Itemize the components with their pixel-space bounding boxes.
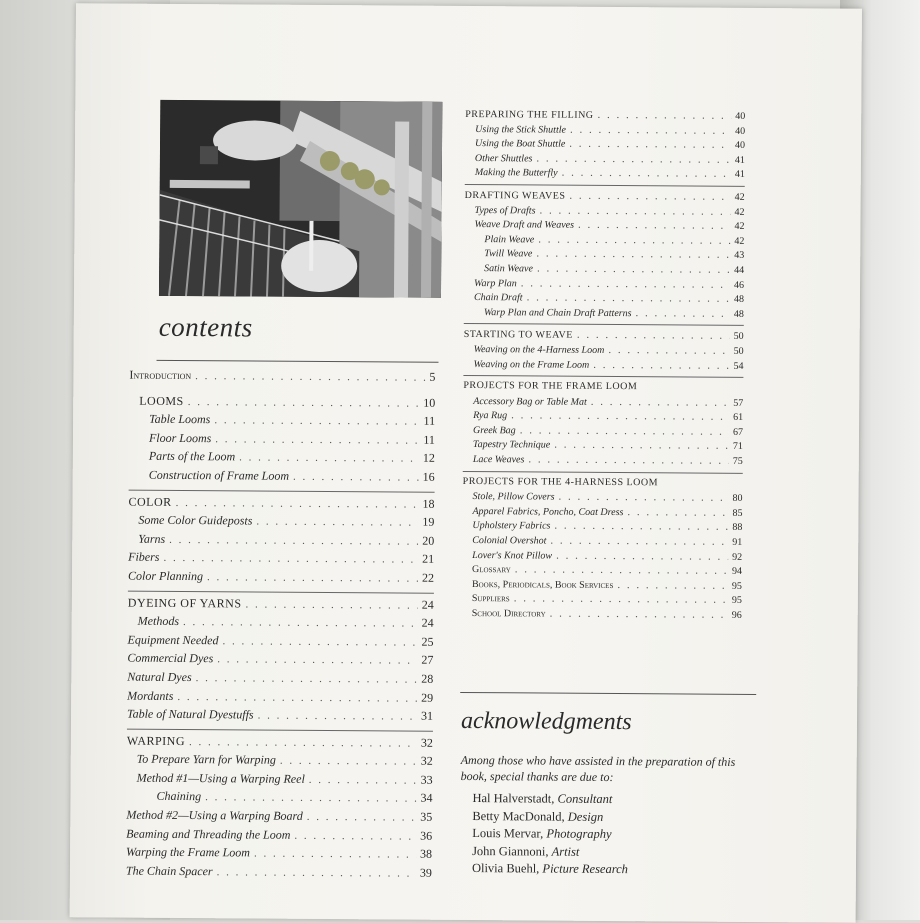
toc-entry-title: DYEING OF YARNS bbox=[127, 595, 242, 610]
toc-entry-title: Beaming and Threading the Loom bbox=[126, 826, 291, 842]
toc-entry-page: 18 bbox=[422, 496, 435, 511]
toc-entry-title: PROJECTS FOR THE FRAME LOOM bbox=[463, 380, 638, 393]
toc-entry bbox=[127, 688, 433, 709]
toc-entry-page: 25 bbox=[421, 634, 434, 649]
toc-entry-title: Table of Natural Dyestuffs bbox=[127, 706, 254, 722]
toc-leader-dots bbox=[189, 736, 417, 750]
toc-entry-page: 95 bbox=[731, 595, 742, 607]
toc-leader-dots bbox=[254, 848, 416, 861]
toc-entry-page: 91 bbox=[732, 536, 743, 548]
toc-entry-title: Fibers bbox=[128, 549, 160, 565]
toc-entry bbox=[465, 166, 745, 183]
toc-entry-title: PROJECTS FOR THE 4-HARNESS LOOM bbox=[462, 475, 659, 488]
toc-leader-dots bbox=[183, 616, 418, 630]
toc-entry-page: 38 bbox=[420, 846, 433, 862]
toc-entry-page: 32 bbox=[420, 735, 433, 750]
toc-entry-title: Twill Weave bbox=[484, 248, 533, 260]
toc-entry-page: 28 bbox=[421, 671, 434, 686]
toc-entry bbox=[463, 375, 743, 397]
toc-entry-title: Tapestry Technique bbox=[472, 439, 551, 452]
toc-entry-page: 40 bbox=[735, 125, 746, 137]
toc-entry-page: 85 bbox=[732, 507, 743, 519]
toc-entry bbox=[462, 607, 742, 624]
toc-leader-dots bbox=[177, 690, 417, 704]
toc-entry-page: 94 bbox=[732, 566, 743, 578]
toc-entry-page: 24 bbox=[421, 615, 434, 630]
toc-entry-page: 31 bbox=[420, 708, 434, 723]
toc-leader-dots bbox=[591, 396, 730, 409]
toc-entry-title: Parts of the Loom bbox=[148, 449, 236, 464]
toc-entry-title: Natural Dyes bbox=[127, 669, 192, 684]
toc-entry-page: 42 bbox=[734, 191, 745, 203]
toc-entry-page: 27 bbox=[421, 652, 434, 668]
toc-entry-page: 16 bbox=[422, 469, 435, 484]
toc-entry-title: Glossary bbox=[472, 564, 511, 576]
toc-entry bbox=[127, 670, 433, 691]
toc-leader-dots bbox=[239, 452, 419, 465]
toc-leader-dots bbox=[636, 307, 730, 320]
toc-entry-page: 35 bbox=[420, 809, 433, 824]
toc-entry bbox=[463, 357, 743, 374]
toc-entry-page: 39 bbox=[419, 865, 432, 880]
toc-entry-page: 80 bbox=[732, 493, 743, 505]
toc-entry-page: 54 bbox=[733, 360, 744, 372]
toc-leader-dots bbox=[550, 535, 728, 548]
toc-entry bbox=[126, 845, 432, 866]
toc-leader-dots bbox=[536, 248, 730, 261]
toc-leader-dots bbox=[217, 654, 417, 667]
toc-entry bbox=[129, 449, 435, 470]
toc-entry-title: School Directory bbox=[471, 608, 546, 620]
toc-leader-dots bbox=[169, 534, 418, 548]
toc-entry-page: 40 bbox=[735, 110, 746, 122]
acknowledgment-entry bbox=[472, 843, 628, 862]
toc-entry-page: 42 bbox=[734, 235, 745, 247]
acknowledgments-heading: acknowledgments bbox=[460, 707, 632, 736]
toc-entry-page: 29 bbox=[421, 690, 434, 705]
acknowledgment-entry bbox=[472, 860, 628, 879]
toc-entry bbox=[127, 728, 433, 754]
toc-leader-dots bbox=[538, 233, 730, 246]
toc-entry bbox=[127, 651, 433, 672]
toc-entry-title: Introduction bbox=[129, 367, 192, 383]
toc-entry-title: Color Planning bbox=[127, 568, 204, 584]
toc-entry-title: Some Color Guideposts bbox=[138, 512, 253, 528]
toc-entry-title: Suppliers bbox=[471, 593, 510, 605]
toc-leader-dots bbox=[195, 370, 425, 384]
toc-entry bbox=[129, 468, 435, 489]
toc-leader-dots bbox=[558, 491, 728, 504]
toc-entry-page: 12 bbox=[422, 451, 435, 466]
toc-entry-page: 95 bbox=[731, 580, 742, 592]
toc-entry-title: Plain Weave bbox=[484, 233, 535, 246]
acknowledgment-entry bbox=[472, 790, 628, 809]
toc-leader-dots bbox=[293, 471, 419, 484]
toc-entry bbox=[128, 531, 434, 552]
toc-entry bbox=[128, 614, 434, 635]
toc-entry-title: Yarns bbox=[138, 531, 166, 546]
toc-entry-title: Using the Boat Shuttle bbox=[475, 138, 566, 150]
toc-entry-title: To Prepare Yarn for Warping bbox=[136, 751, 276, 767]
toc-leader-dots bbox=[205, 792, 416, 805]
acknowledgments-rule bbox=[460, 692, 756, 695]
acknowledgment-role: Photography bbox=[546, 826, 612, 842]
toc-entry-page: 33 bbox=[420, 772, 433, 787]
toc-entry-title: Chain Draft bbox=[473, 292, 523, 304]
toc-entry bbox=[463, 453, 743, 470]
toc-entry-page: 44 bbox=[734, 264, 745, 276]
toc-entry bbox=[126, 863, 432, 884]
toc-entry-page: 11 bbox=[423, 432, 436, 447]
contents-rule bbox=[157, 360, 439, 363]
toc-entry-title: Making the Butterfly bbox=[474, 167, 558, 179]
toc-leader-dots bbox=[554, 520, 728, 533]
toc-entry-title: LOOMS bbox=[139, 393, 184, 408]
toc-leader-dots bbox=[309, 774, 417, 787]
toc-entry bbox=[465, 184, 745, 206]
acknowledgment-name: Hal Halverstadt, bbox=[472, 791, 558, 806]
toc-entry-title: Warp Plan bbox=[474, 277, 517, 289]
toc-left-column bbox=[126, 368, 436, 885]
toc-entry-title: Construction of Frame Loom bbox=[148, 467, 290, 483]
toc-entry-title: WARPING bbox=[126, 733, 186, 748]
toc-right-column bbox=[462, 108, 746, 624]
toc-entry-title: Types of Drafts bbox=[474, 204, 536, 217]
toc-entry-page: 41 bbox=[734, 154, 745, 166]
toc-leader-dots bbox=[207, 571, 418, 584]
toc-entry-page: 71 bbox=[732, 441, 743, 453]
loom-photo-illustration bbox=[159, 100, 442, 298]
toc-entry bbox=[127, 632, 433, 653]
toc-entry bbox=[128, 513, 434, 534]
book-page bbox=[70, 3, 862, 922]
toc-leader-dots bbox=[537, 262, 730, 275]
toc-entry-page: 50 bbox=[733, 345, 744, 357]
acknowledgment-name: John Giannoni, bbox=[472, 843, 552, 859]
toc-entry bbox=[129, 368, 435, 389]
acknowledgment-role: Picture Research bbox=[542, 861, 629, 877]
toc-entry-title: Upholstery Fabrics bbox=[472, 520, 551, 533]
toc-entry bbox=[129, 393, 435, 414]
toc-entry-page: 75 bbox=[732, 455, 743, 467]
toc-entry-title: Mordants bbox=[127, 688, 174, 703]
toc-entry-title: PREPARING THE FILLING bbox=[465, 108, 594, 121]
toc-entry-title: Warping the Frame Loom bbox=[126, 844, 251, 860]
toc-entry-title: Chaining bbox=[156, 789, 202, 804]
toc-entry bbox=[463, 471, 743, 493]
toc-entry-page: 61 bbox=[733, 412, 744, 424]
toc-entry-title: Books, Periodicals, Book Services bbox=[471, 578, 614, 591]
toc-leader-dots bbox=[176, 497, 419, 511]
toc-entry bbox=[126, 789, 432, 810]
toc-entry bbox=[464, 306, 744, 323]
toc-entry-page: 57 bbox=[733, 397, 744, 409]
toc-entry-page: 36 bbox=[420, 828, 433, 843]
acknowledgments-list bbox=[472, 790, 629, 879]
toc-leader-dots bbox=[280, 755, 417, 768]
toc-leader-dots bbox=[511, 410, 729, 424]
toc-entry-title: Equipment Needed bbox=[127, 632, 219, 647]
toc-leader-dots bbox=[256, 516, 418, 529]
toc-entry-title: Method #2—Using a Warping Board bbox=[126, 807, 303, 823]
toc-entry-page: 48 bbox=[733, 293, 744, 306]
toc-entry-page: 24 bbox=[421, 597, 434, 612]
toc-leader-dots bbox=[196, 672, 418, 686]
toc-entry-page: 42 bbox=[734, 206, 745, 218]
toc-entry-title: Warp Plan and Chain Draft Patterns bbox=[483, 306, 632, 319]
toc-leader-dots bbox=[163, 552, 418, 566]
toc-leader-dots bbox=[307, 811, 417, 824]
acknowledgment-role: Design bbox=[567, 809, 604, 824]
toc-entry-page: 46 bbox=[734, 279, 745, 291]
toc-entry bbox=[128, 489, 434, 515]
toc-leader-dots bbox=[223, 635, 418, 648]
acknowledgment-name: Betty MacDonald, bbox=[472, 808, 568, 824]
contents-heading: contents bbox=[158, 311, 253, 343]
toc-entry bbox=[129, 430, 435, 451]
toc-leader-dots bbox=[188, 396, 420, 410]
toc-leader-dots bbox=[521, 277, 730, 290]
toc-leader-dots bbox=[550, 608, 728, 621]
toc-leader-dots bbox=[597, 109, 731, 122]
toc-entry-title: Accessory Bag or Table Mat bbox=[473, 395, 587, 408]
toc-entry-title: Colonial Overshot bbox=[472, 535, 547, 547]
toc-leader-dots bbox=[536, 152, 731, 165]
toc-leader-dots bbox=[562, 167, 731, 180]
toc-leader-dots bbox=[554, 439, 729, 452]
toc-entry-title: COLOR bbox=[128, 494, 172, 509]
toc-entry-page: 43 bbox=[734, 250, 745, 262]
toc-entry bbox=[126, 826, 432, 847]
toc-entry bbox=[126, 808, 432, 829]
toc-entry-page: 88 bbox=[732, 522, 743, 534]
toc-entry-page: 5 bbox=[429, 369, 436, 384]
toc-entry-title: Stole, Pillow Covers bbox=[472, 491, 555, 503]
toc-leader-dots bbox=[617, 579, 728, 592]
toc-entry-title: Lace Weaves bbox=[472, 454, 525, 466]
toc-entry-title: Lover's Knot Pillow bbox=[472, 549, 553, 562]
toc-leader-dots bbox=[528, 453, 729, 466]
toc-entry-page: 10 bbox=[423, 395, 436, 410]
toc-leader-dots bbox=[556, 549, 728, 562]
toc-entry-page: 48 bbox=[733, 308, 744, 320]
toc-entry-title: Weave Draft and Weaves bbox=[474, 219, 575, 231]
toc-leader-dots bbox=[569, 190, 730, 203]
toc-entry bbox=[464, 323, 744, 345]
toc-entry-title: Floor Looms bbox=[148, 430, 212, 445]
toc-entry-page: 21 bbox=[422, 552, 435, 567]
toc-entry-title: STARTING TO WEAVE bbox=[463, 329, 573, 342]
toc-leader-dots bbox=[217, 866, 416, 879]
toc-entry-title: Using the Stick Shuttle bbox=[475, 123, 567, 136]
toc-entry-page: 34 bbox=[420, 791, 433, 806]
toc-entry-page: 67 bbox=[732, 426, 744, 438]
toc-entry-title: Rya Rug bbox=[473, 410, 508, 422]
toc-entry-title: Methods bbox=[137, 613, 180, 629]
toc-leader-dots bbox=[527, 292, 730, 305]
toc-entry bbox=[127, 771, 433, 792]
acknowledgment-name: Louis Mervar, bbox=[472, 826, 547, 841]
acknowledgment-entry bbox=[472, 808, 628, 827]
toc-entry bbox=[128, 550, 434, 571]
toc-leader-dots bbox=[215, 433, 419, 446]
toc-entry-title: DRAFTING WEAVES bbox=[464, 189, 566, 202]
toc-entry-title: Apparel Fabrics, Poncho, Coat Dress bbox=[472, 505, 624, 518]
toc-leader-dots bbox=[514, 593, 728, 606]
toc-entry-page: 22 bbox=[421, 570, 435, 585]
toc-entry-title: The Chain Spacer bbox=[125, 863, 213, 879]
acknowledgment-role: Consultant bbox=[557, 791, 613, 807]
toc-entry-title: Table Looms bbox=[149, 411, 211, 427]
toc-leader-dots bbox=[570, 123, 731, 136]
toc-entry bbox=[129, 412, 435, 433]
toc-leader-dots bbox=[520, 424, 729, 437]
toc-entry-page: 92 bbox=[732, 551, 743, 563]
toc-entry-page: 19 bbox=[422, 514, 435, 529]
toc-leader-dots bbox=[627, 506, 728, 519]
toc-entry-title: Weaving on the 4-Harness Loom bbox=[473, 343, 605, 356]
toc-leader-dots bbox=[608, 344, 729, 357]
toc-entry-page: 42 bbox=[734, 221, 745, 233]
toc-leader-dots bbox=[578, 219, 731, 232]
toc-leader-dots bbox=[294, 829, 416, 842]
acknowledgment-name: Olivia Buehl, bbox=[471, 861, 543, 876]
toc-entry bbox=[127, 707, 433, 728]
toc-entry-page: 50 bbox=[733, 331, 744, 343]
toc-leader-dots bbox=[258, 710, 418, 723]
toc-entry-title: Weaving on the Frame Loom bbox=[473, 358, 590, 371]
toc-entry bbox=[128, 569, 434, 590]
toc-entry-title: Greek Bag bbox=[472, 424, 516, 437]
toc-entry-page: 41 bbox=[734, 169, 745, 181]
toc-entry-title: Other Shuttles bbox=[474, 152, 533, 165]
toc-entry-page: 96 bbox=[731, 609, 742, 621]
toc-entry-title: Method #1—Using a Warping Reel bbox=[136, 770, 305, 786]
acknowledgment-role: Artist bbox=[551, 844, 580, 859]
toc-entry-title: Satin Weave bbox=[484, 263, 534, 275]
toc-leader-dots bbox=[593, 358, 729, 371]
toc-entry-page: 32 bbox=[420, 753, 433, 769]
toc-leader-dots bbox=[539, 204, 730, 217]
toc-entry-title: Commercial Dyes bbox=[127, 650, 214, 666]
toc-leader-dots bbox=[577, 329, 730, 342]
toc-leader-dots bbox=[246, 598, 418, 611]
toc-leader-dots bbox=[214, 414, 419, 427]
loom-photo bbox=[159, 100, 442, 298]
toc-entry bbox=[127, 752, 433, 773]
toc-entry-page: 20 bbox=[422, 533, 435, 548]
acknowledgments-intro: Among those who have assisted in the preparation of this book, special thanks are due to: bbox=[460, 752, 736, 785]
toc-leader-dots bbox=[515, 564, 728, 577]
toc-entry-page: 40 bbox=[734, 140, 746, 152]
toc-leader-dots bbox=[569, 138, 731, 151]
toc-entry bbox=[128, 590, 434, 616]
acknowledgment-entry bbox=[472, 825, 628, 844]
toc-entry-page: 11 bbox=[423, 413, 436, 428]
